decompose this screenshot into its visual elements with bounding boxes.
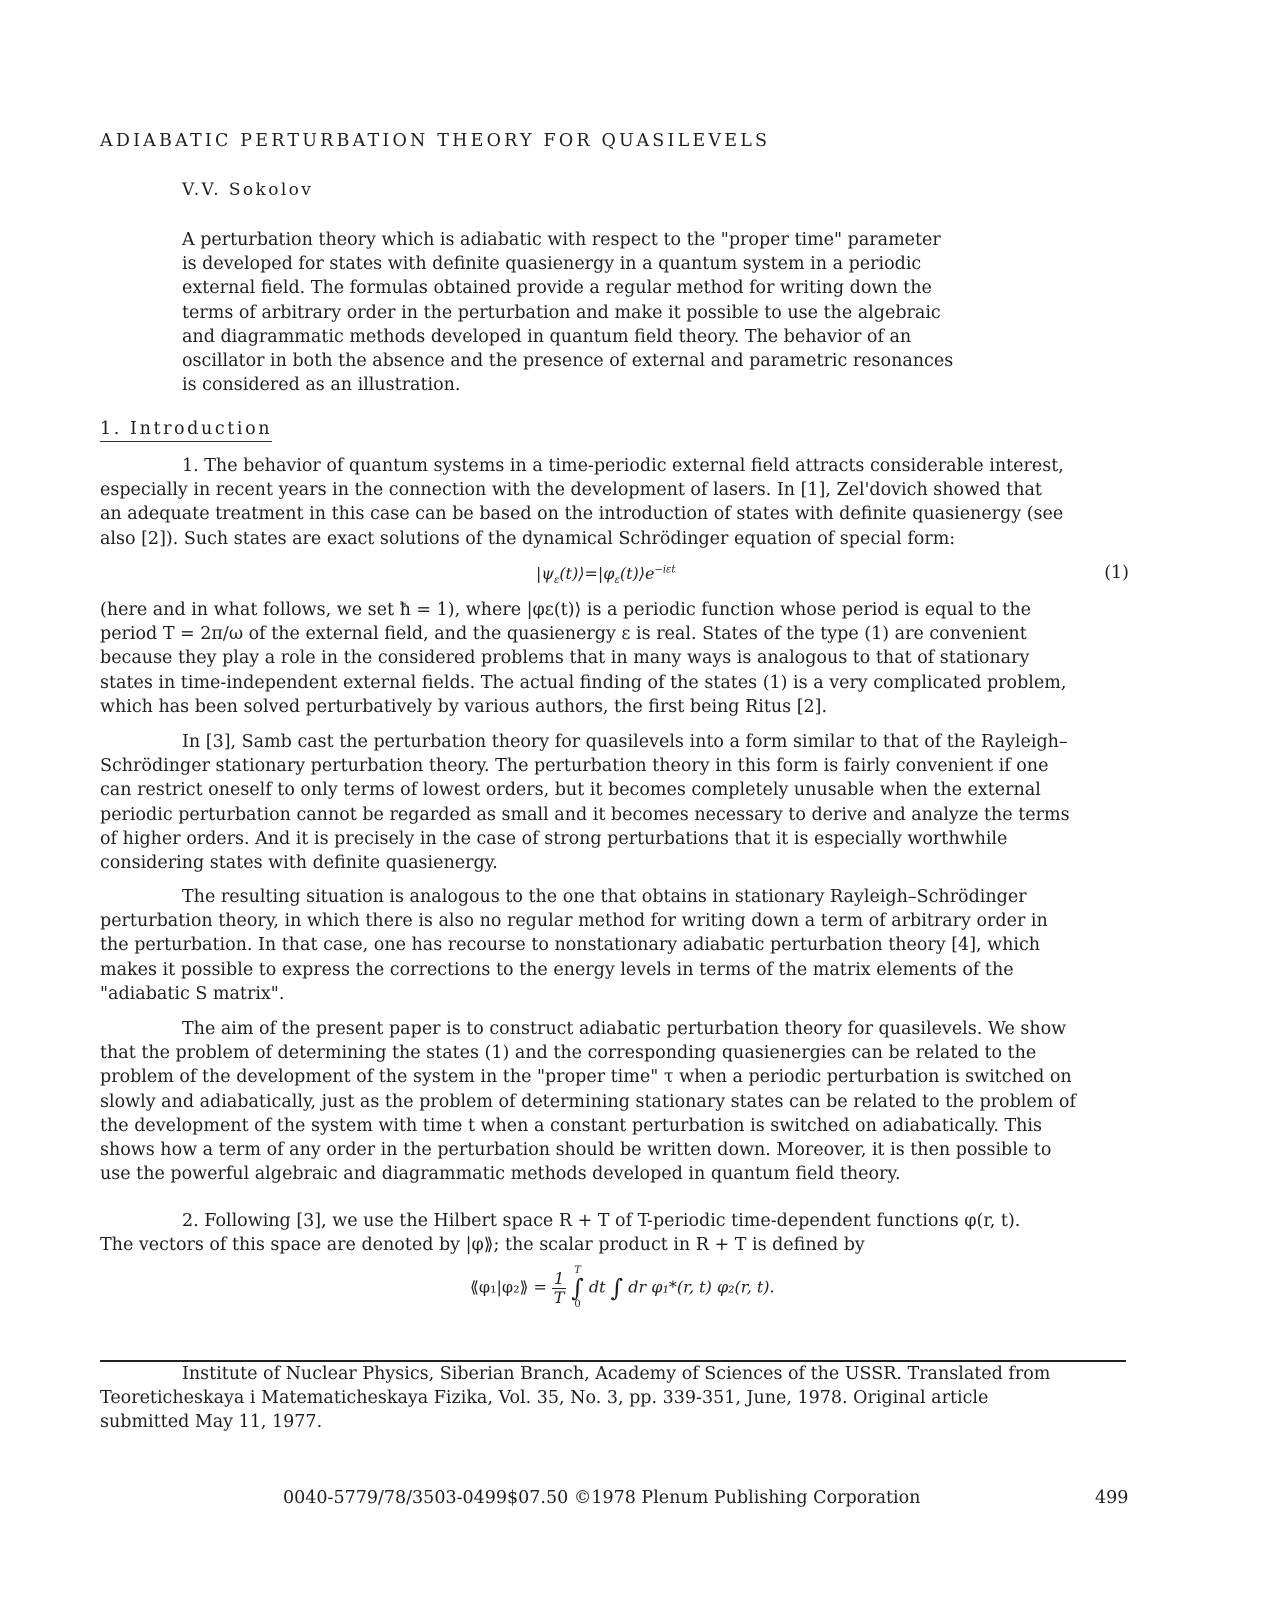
eq1-sup: −iεt xyxy=(654,564,676,576)
text-line: of higher orders. And it is precisely in the case of strong perturbations that it is especially worthwhile xyxy=(100,828,1008,849)
paragraph-2 xyxy=(100,730,1130,875)
equation-2 xyxy=(470,1266,775,1310)
eq2-upper-limit: T xyxy=(574,1265,581,1276)
text-line: Schrödinger stationary perturbation theory. The perturbation theory in this form is fairly convenient if one xyxy=(100,756,1049,777)
text-line: can restrict oneself to only terms of lowest orders, but it becomes completely unusable when the external xyxy=(100,780,1041,801)
text-line: period T = 2π/ω of the external field, and the quasienergy ε is real. States of the type (1) are convenient xyxy=(100,624,1027,645)
paper-title: ADIABATIC PERTURBATION THEORY FOR QUASILEVELS xyxy=(100,131,771,151)
paragraph-1 xyxy=(100,454,1130,551)
text-line: The vectors of this space are denoted by |φ⟫; the scalar product in R + T is defined by xyxy=(100,1235,865,1256)
text-line: problem of the development of the system in the "proper time" τ when a periodic perturbation is switched on xyxy=(100,1067,1072,1088)
eq2-lhs: ⟪φ₁|φ₂⟫ = xyxy=(470,1277,547,1297)
text-line: perturbation theory, in which there is also no regular method for writing down a term of arbitrary order in xyxy=(100,911,1048,932)
eq1-mid2: (t)⟩e xyxy=(619,564,655,583)
text-line: The aim of the present paper is to construct adiabatic perturbation theory for quasilevels. We show xyxy=(182,1019,1067,1039)
eq2-fraction xyxy=(552,1270,566,1307)
text-line: shows how a term of any order in the perturbation should be written down. Moreover, it is then possible to xyxy=(100,1140,1052,1161)
paragraph-3 xyxy=(100,885,1130,1006)
eq2-integral-r xyxy=(611,1276,624,1300)
section-heading xyxy=(100,419,272,439)
abstract-line: A perturbation theory which is adiabatic with respect to the "proper time" parameter xyxy=(182,230,941,250)
page-number: 499 xyxy=(1095,1488,1129,1508)
eq2-dt: dt xyxy=(588,1277,606,1297)
paragraph-1b xyxy=(100,598,1130,719)
footnote-line: Institute of Nuclear Physics, Siberian Branch, Academy of Sciences of the USSR. Translated from xyxy=(182,1364,1051,1384)
text-line: 1. The behavior of quantum systems in a time-periodic external field attracts considerable interest, xyxy=(182,456,1064,476)
text-line: because they play a role in the considered problems that in many ways is analogous to that of stationary xyxy=(100,648,1030,669)
text-line: 2. Following [3], we use the Hilbert space R + T of T-periodic time-dependent functions φ(r, t). xyxy=(182,1211,1021,1231)
abstract xyxy=(182,228,1012,397)
footnote xyxy=(100,1362,1130,1434)
eq1-sub2: ε xyxy=(614,575,620,587)
text-line: makes it possible to express the corrections to the energy levels in terms of the matrix elements of the xyxy=(100,959,1014,980)
section-underline xyxy=(100,441,272,442)
eq2-lower-limit: 0 xyxy=(574,1299,581,1310)
integral-sign-icon: ∫ xyxy=(610,1274,624,1302)
text-line: the development of the system with time t when a constant perturbation is switched on adiabatically. This xyxy=(100,1115,1042,1136)
text-line: use the powerful algebraic and diagrammatic methods developed in quantum field theory. xyxy=(100,1164,901,1185)
section-heading-text: 1. Introduction xyxy=(100,419,273,439)
abstract-line: and diagrammatic methods developed in quantum field theory. The behavior of an xyxy=(182,326,912,347)
eq2-denominator: T xyxy=(553,1287,565,1307)
eq1-mid: (t)⟩=|φ xyxy=(559,564,615,583)
text-line: especially in recent years in the connection with the development of lasers. In [1], Zel'dovich showed that xyxy=(100,480,1042,501)
text-line: the perturbation. In that case, one has recourse to nonstationary adiabatic perturbation theory [4], which xyxy=(100,935,1041,956)
equation-1-number: (1) xyxy=(1104,563,1129,583)
footnote-line: Teoreticheskaya i Matematicheskaya Fizika, Vol. 35, No. 3, pp. 339-351, June, 1978. Original article xyxy=(100,1388,989,1408)
equation-1 xyxy=(536,564,675,586)
integral-sign-icon: ∫ xyxy=(571,1274,584,1302)
text-line: In [3], Samb cast the perturbation theory for quasilevels into a form similar to that of the Rayleigh– xyxy=(182,732,1068,752)
eq1-sub: ε xyxy=(553,575,560,587)
text-line: that the problem of determining the states (1) and the corresponding quasienergies can be related to the xyxy=(100,1043,1037,1064)
paragraph-4 xyxy=(100,1017,1130,1186)
abstract-line: is developed for states with definite quasienergy in a quantum system in a periodic xyxy=(182,254,922,275)
text-line: slowly and adiabatically, just as the problem of determining stationary states can be related to the problem of xyxy=(100,1091,1076,1112)
paragraph-5 xyxy=(100,1209,1130,1257)
text-line: states in time-independent external fields. The actual finding of the states (1) is a very complicated problem, xyxy=(100,672,1067,693)
eq2-integral-t xyxy=(571,1266,584,1310)
text-line: which has been solved perturbatively by various authors, the first being Ritus [2]. xyxy=(100,696,828,717)
text-line: an adequate treatment in this case can be based on the introduction of states with definite quasienergy (see xyxy=(100,504,1064,525)
author-name: V.V. Sokolov xyxy=(182,180,314,200)
text-line: also [2]). Such states are exact solutions of the dynamical Schrödinger equation of special form: xyxy=(100,528,956,549)
abstract-line: terms of arbitrary order in the perturbation and make it possible to use the algebraic xyxy=(182,302,941,323)
text-line: periodic perturbation cannot be regarded as small and it becomes necessary to derive and analyze the terms xyxy=(100,804,1070,825)
eq2-rhs: dr φ₁*(r, t) φ₂(r, t). xyxy=(628,1277,775,1297)
text-line: (here and in what follows, we set ħ = 1), where |φε(t)⟩ is a periodic function whose period is equal to the xyxy=(100,600,1031,620)
abstract-line: external field. The formulas obtained provide a regular method for writing down the xyxy=(182,278,932,299)
abstract-line: is considered as an illustration. xyxy=(182,375,461,396)
abstract-line: oscillator in both the absence and the presence of external and parametric resonances xyxy=(182,351,954,372)
text-line: "adiabatic S matrix". xyxy=(100,983,285,1004)
eq2-numerator: 1 xyxy=(554,1268,565,1288)
publisher-footer: 0040-5779/78/3503-0499$07.50 ©1978 Plenum Publishing Corporation xyxy=(283,1488,921,1508)
text-line: considering states with definite quasienergy. xyxy=(100,853,498,874)
eq1-left: |ψ xyxy=(536,564,554,583)
text-line: The resulting situation is analogous to the one that obtains in stationary Rayleigh–Schrödinger xyxy=(182,887,1027,907)
footnote-line: submitted May 11, 1977. xyxy=(100,1412,323,1432)
